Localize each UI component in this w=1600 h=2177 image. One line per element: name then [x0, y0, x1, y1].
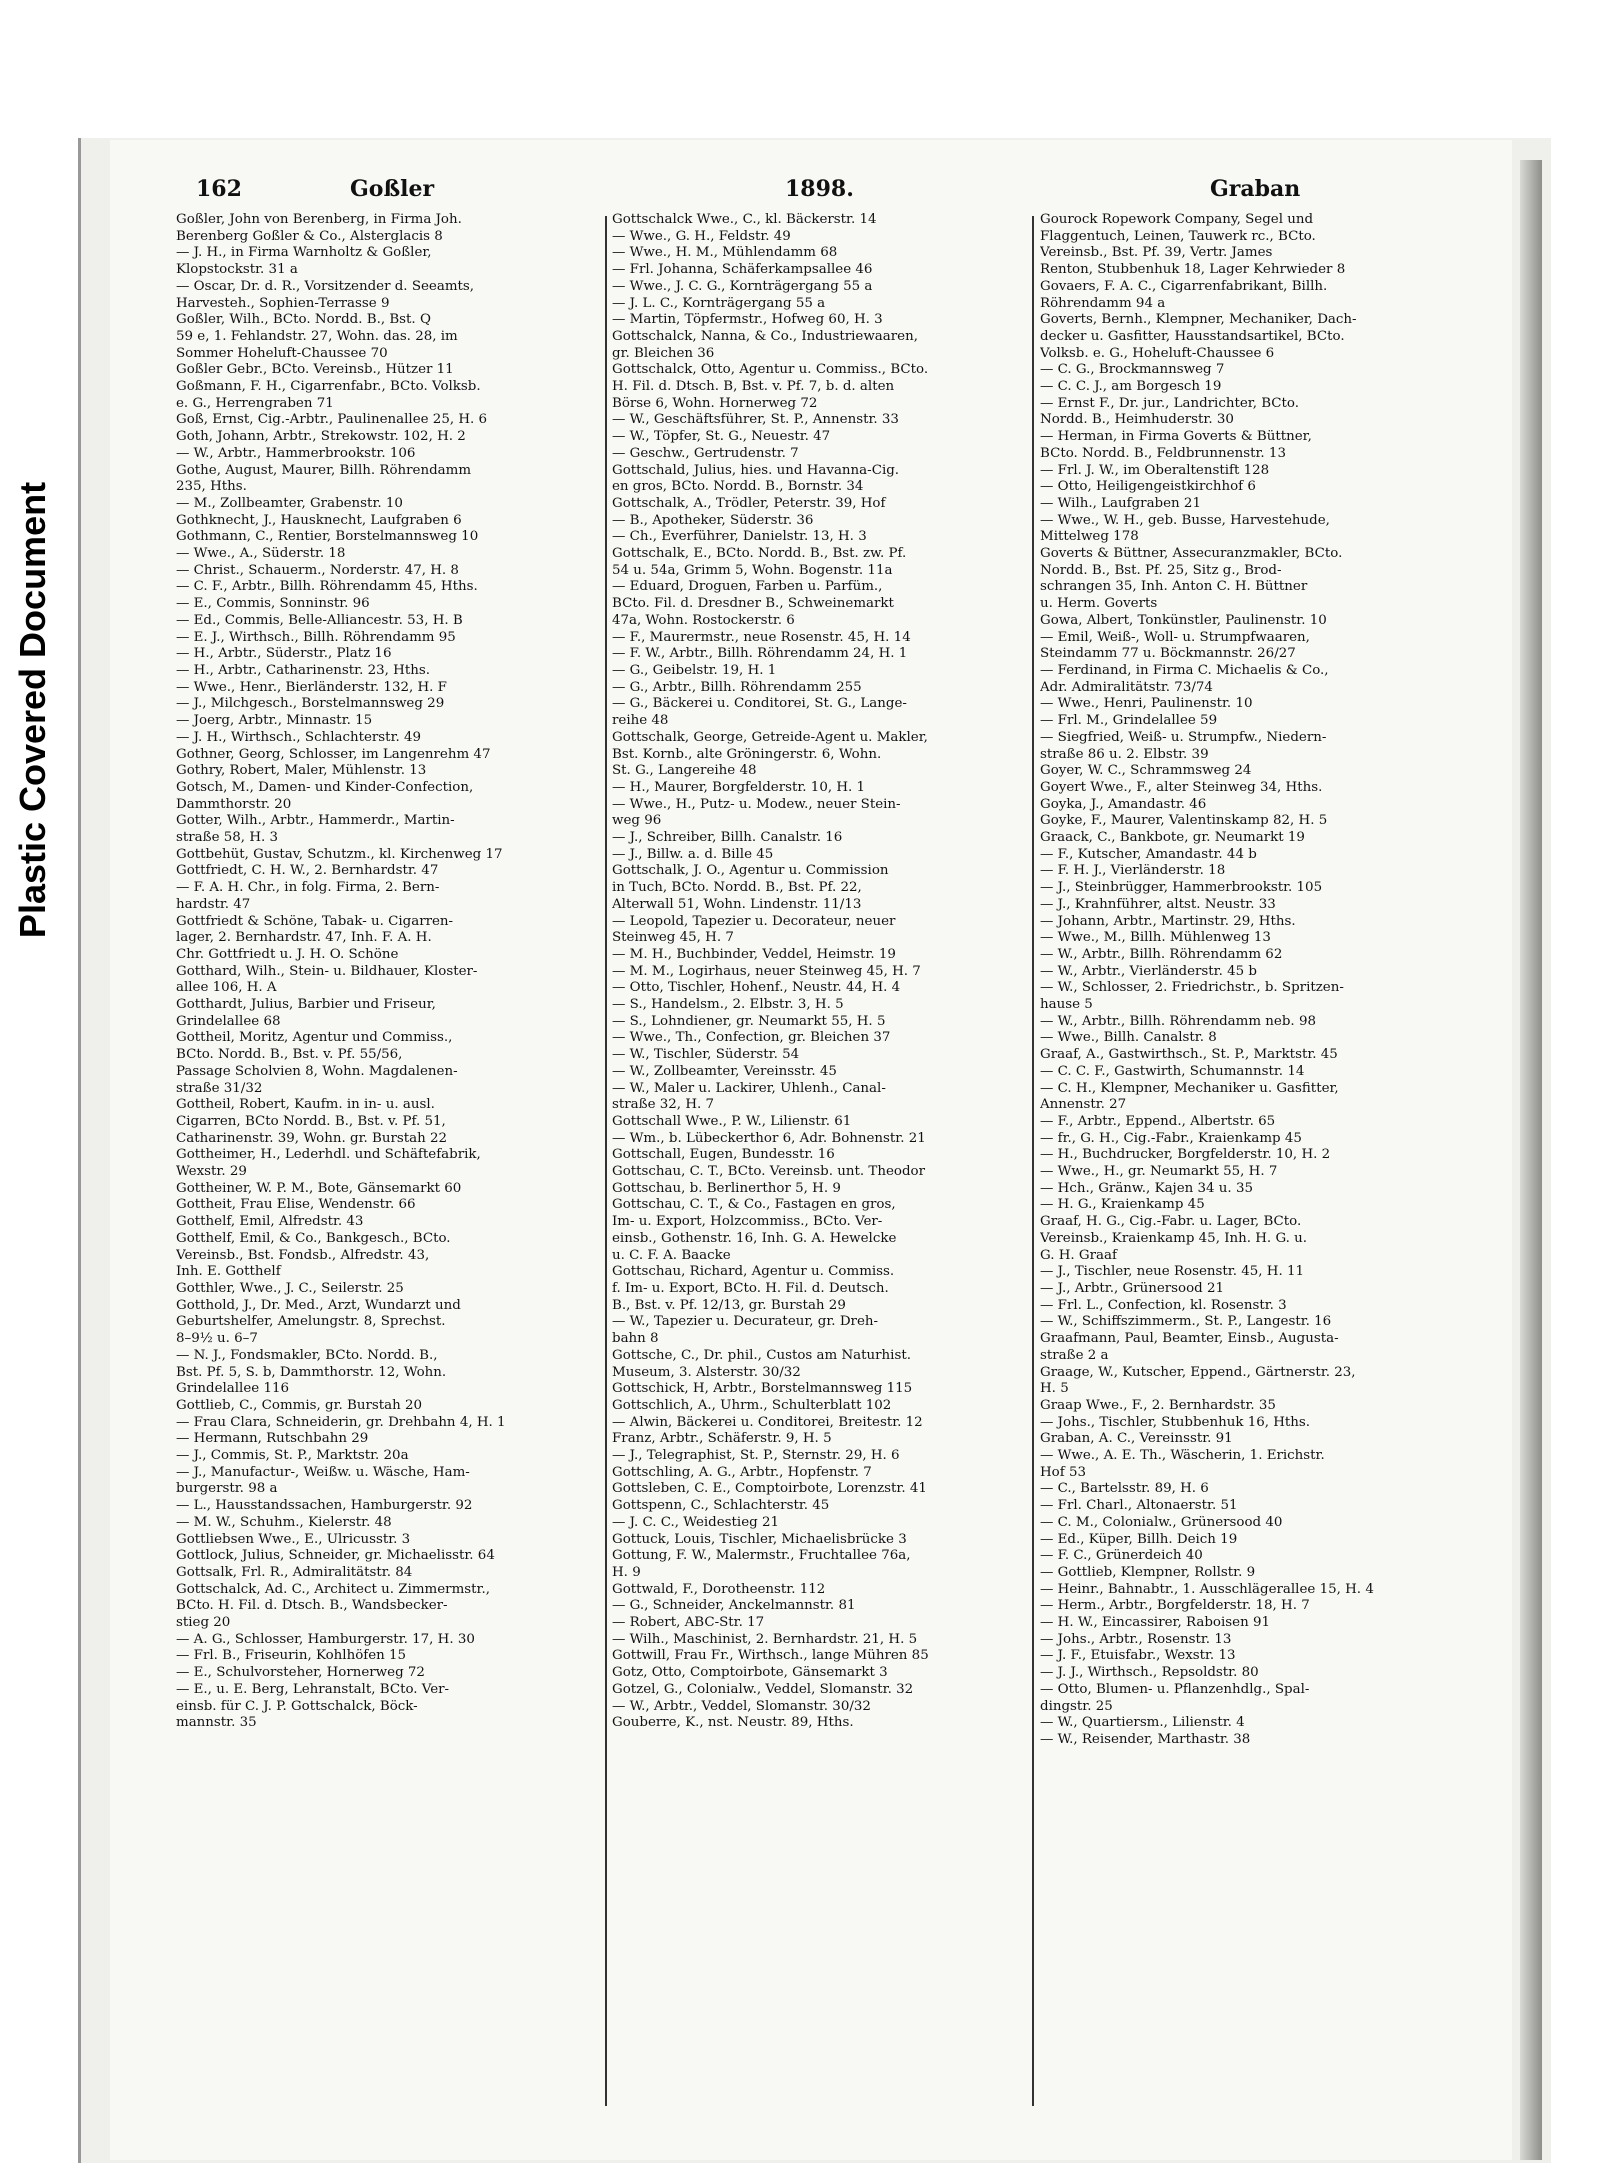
directory-entry-line: Gotz, Otto, Comptoirbote, Gänsemarkt 3: [612, 1665, 888, 1681]
directory-entry-line: schrangen 35, Inh. Anton C. H. Büttner: [1040, 579, 1308, 595]
directory-entry-line: straße 2 a: [1040, 1347, 1109, 1363]
directory-entry-line: — Joerg, Arbtr., Minnastr. 15: [176, 713, 373, 729]
directory-entry-line: Goyert Wwe., F., alter Steinweg 34, Hths.: [1040, 779, 1323, 795]
directory-entry-line: Graaf, A., Gastwirthsch., St. P., Marktstr. 45: [1040, 1047, 1338, 1063]
directory-entry-line: Gothknecht, J., Hausknecht, Laufgraben 6: [176, 512, 462, 528]
directory-entry-line: lager, 2. Bernhardstr. 47, Inh. F. A. H.: [176, 930, 432, 946]
directory-entry-line: Gottschau, C. T., BCto. Vereinsb. unt. Theodor: [612, 1164, 925, 1180]
directory-entry-line: dingstr. 25: [1040, 1698, 1113, 1714]
directory-entry-line: — Ed., Küper, Billh. Deich 19: [1040, 1531, 1238, 1547]
directory-entry-line: Bst. Pf. 5, S. b, Dammthorstr. 12, Wohn.: [176, 1364, 447, 1380]
directory-entry-line: — S., Handelsm., 2. Elbstr. 3, H. 5: [612, 997, 844, 1013]
directory-entry-line: Govaers, F. A. C., Cigarrenfabrikant, Billh.: [1040, 278, 1328, 294]
directory-entry-line: Gottsleben, C. E., Comptoirbote, Lorenzstr. 41: [612, 1481, 927, 1497]
directory-entry-line: Klopstockstr. 31 a: [176, 262, 298, 278]
directory-entry-line: Gottfriedt, C. H. W., 2. Bernhardstr. 47: [176, 863, 439, 879]
directory-entry-line: Gotthler, Wwe., J. C., Seilerstr. 25: [176, 1281, 404, 1296]
directory-entry-line: — J. L. C., Kornträgergang 55 a: [612, 295, 826, 311]
directory-entry-line: Gotthard, Wilh., Stein- u. Bildhauer, Kloster-: [176, 963, 478, 979]
directory-entry-line: Gottschald, Julius, hies. und Havanna-Cig.: [612, 462, 900, 478]
directory-entry-line: — Hermann, Rutschbahn 29: [176, 1431, 369, 1447]
directory-entry-line: bahn 8: [612, 1331, 659, 1347]
directory-entry-line: Gottwald, F., Dorotheenstr. 112: [612, 1581, 826, 1597]
directory-entry-line: — Otto, Tischler, Hohenf., Neustr. 44, H. 4: [612, 980, 901, 996]
directory-entry-line: — Wwe., A., Süderstr. 18: [176, 546, 346, 562]
directory-entry-line: — F., Maurermstr., neue Rosenstr. 45, H. 14: [612, 629, 911, 645]
directory-entry-line: Gottheil, Robert, Kaufm. in in- u. ausl.: [176, 1097, 435, 1113]
directory-entry-line: — W., Arbtr., Hammerbrookstr. 106: [176, 445, 416, 461]
directory-entry-line: — Frl. Charl., Altonaerstr. 51: [1040, 1498, 1238, 1514]
directory-entry-line: — Siegfried, Weiß- u. Strumpfw., Niedern-: [1040, 729, 1327, 745]
directory-entry-line: BCto. Nordd. B., Feldbrunnenstr. 13: [1040, 445, 1286, 461]
directory-entry-line: gr. Bleichen 36: [612, 345, 715, 361]
directory-entry-line: 59 e, 1. Fehlandstr. 27, Wohn. das. 28, im: [176, 328, 458, 344]
directory-entry-line: Gothe, August, Maurer, Billh. Röhrendamm: [176, 462, 472, 478]
directory-entry-line: — N. J., Fondsmakler, BCto. Nordd. B.,: [176, 1347, 438, 1363]
directory-entry-line: Goth, Johann, Arbtr., Strekowstr. 102, H. 2: [176, 429, 466, 445]
directory-entry-line: — M. H., Buchbinder, Veddel, Heimstr. 19: [612, 946, 896, 962]
directory-entry-line: — J. F., Etuisfabr., Wexstr. 13: [1040, 1648, 1236, 1664]
directory-entry-line: Gottschall, Eugen, Bundesstr. 16: [612, 1147, 835, 1163]
directory-entry-line: Gotzel, G., Colonialw., Veddel, Slomanstr. 32: [612, 1681, 914, 1697]
directory-entry-line: Gottschall Wwe., P. W., Lilienstr. 61: [612, 1113, 852, 1129]
directory-entry-line: Graage, W., Kutscher, Eppend., Gärtnerstr. 23,: [1040, 1364, 1356, 1380]
directory-entry-line: — W., Arbtr., Veddel, Slomanstr. 30/32: [612, 1698, 871, 1714]
directory-entry-line: — M. M., Logirhaus, neuer Steinweg 45, H. 7: [612, 963, 921, 979]
directory-entry-line: Börse 6, Wohn. Hornerweg 72: [612, 395, 818, 411]
directory-entry-line: Gottfriedt & Schöne, Tabak- u. Cigarren-: [176, 913, 454, 929]
side-label-text: Plastic Covered Document: [12, 481, 53, 939]
directory-entry-line: — W., Schlosser, 2. Friedrichstr., b. Spritzen-: [1040, 980, 1344, 996]
directory-entry-line: — Wwe., H., Putz- u. Modew., neuer Stein-: [612, 796, 901, 812]
directory-entry-line: Gottschalk, A., Trödler, Peterstr. 39, Hof: [612, 495, 886, 511]
directory-entry-line: Gottheiner, W. P. M., Bote, Gänsemarkt 60: [176, 1180, 462, 1196]
directory-entry-line: mannstr. 35: [176, 1715, 257, 1731]
directory-entry-line: — C. F., Arbtr., Billh. Röhrendamm 45, Hths.: [176, 579, 478, 595]
directory-entry-line: — J. H., in Firma Warnholtz & Goßler,: [176, 245, 432, 261]
directory-entry-line: Gowa, Albert, Tonkünstler, Paulinenstr. 10: [1040, 612, 1327, 628]
directory-entry-line: — E., u. E. Berg, Lehranstalt, BCto. Ver-: [176, 1681, 450, 1697]
right-running-head: Graban: [1210, 176, 1301, 202]
directory-entry-line: — Christ., Schauerm., Norderstr. 47, H. 8: [176, 562, 459, 578]
directory-entry-line: — A. G., Schlosser, Hamburgerstr. 17, H. 30: [176, 1631, 475, 1647]
directory-entry-line: Gottsalk, Frl. R., Admiralitätstr. 84: [176, 1564, 413, 1580]
directory-entry-line: Gotsch, M., Damen- und Kinder-Confection,: [176, 779, 474, 795]
directory-entry-line: Goyke, F., Maurer, Valentinskamp 82, H. 5: [1040, 813, 1328, 829]
directory-entry-line: Gottwill, Frau Fr., Wirthsch., lange Mühren 85: [612, 1648, 929, 1664]
directory-entry-line: Goßmann, F. H., Cigarrenfabr., BCto. Volksb.: [176, 379, 481, 395]
directory-entry-line: — W., Schiffszimmerm., St. P., Langestr. 16: [1040, 1314, 1332, 1330]
directory-entry-line: — J., Krahnführer, altst. Neustr. 33: [1040, 896, 1276, 912]
directory-entry-line: — J., Milchgesch., Borstelmannsweg 29: [176, 696, 445, 712]
directory-entry-line: — J. H., Wirthsch., Schlachterstr. 49: [176, 729, 422, 745]
directory-entry-line: — Johs., Arbtr., Rosenstr. 13: [1040, 1631, 1232, 1647]
directory-entry-line: Graap Wwe., F., 2. Bernhardstr. 35: [1040, 1397, 1276, 1413]
directory-entry-line: — G., Arbtr., Billh. Röhrendamm 255: [612, 679, 862, 695]
directory-entry-line: — Frl. L., Confection, kl. Rosenstr. 3: [1040, 1297, 1287, 1313]
directory-entry-line: stieg 20: [176, 1615, 231, 1631]
directory-entry-line: — Frl. B., Friseurin, Kohlhöfen 15: [176, 1648, 407, 1664]
directory-entry-line: — F., Arbtr., Eppend., Albertstr. 65: [1040, 1113, 1276, 1129]
directory-entry-line: reihe 48: [612, 713, 669, 729]
directory-entry-line: 47a, Wohn. Rostockerstr. 6: [612, 612, 795, 628]
directory-entry-line: — J. C. C., Weidestieg 21: [612, 1514, 780, 1530]
directory-entry-line: Franz, Arbtr., Schäferstr. 9, H. 5: [612, 1431, 832, 1447]
directory-entry-line: Gotthold, J., Dr. Med., Arzt, Wundarzt und: [176, 1297, 461, 1313]
directory-entry-line: f. Im- u. Export, BCto. H. Fil. d. Deutsch.: [612, 1281, 889, 1296]
directory-entry-line: — Wwe., A. E. Th., Wäscherin, 1. Erichstr.: [1040, 1448, 1325, 1464]
directory-entry-line: — B., Apotheker, Süderstr. 36: [612, 512, 814, 528]
directory-entry-line: Cigarren, BCto Nordd. B., Bst. v. Pf. 51,: [176, 1113, 446, 1129]
directory-entry-line: in Tuch, BCto. Nordd. B., Bst. Pf. 22,: [612, 880, 862, 896]
directory-entry-line: Goßler Gebr., BCto. Vereinsb., Hützer 11: [176, 362, 454, 378]
directory-entry-line: B., Bst. v. Pf. 12/13, gr. Burstah 29: [612, 1297, 846, 1313]
directory-entry-line: — Geschw., Gertrudenstr. 7: [612, 445, 799, 461]
directory-entry-line: — Wwe., Th., Confection, gr. Bleichen 37: [612, 1030, 891, 1046]
directory-entry-line: — J. J., Wirthsch., Repsoldstr. 80: [1040, 1665, 1259, 1681]
directory-entry-line: Flaggentuch, Leinen, Tauwerk rc., BCto.: [1040, 228, 1316, 244]
directory-entry-line: — Wilh., Maschinist, 2. Bernhardstr. 21, H. 5: [612, 1631, 918, 1647]
directory-entry-line: — Johann, Arbtr., Martinstr. 29, Hths.: [1040, 913, 1296, 929]
directory-entry-line: Nordd. B., Heimhuderstr. 30: [1040, 412, 1234, 428]
directory-entry-line: 8–9½ u. 6–7: [176, 1331, 258, 1347]
directory-entry-line: — G., Bäckerei u. Conditorei, St. G., Lange-: [612, 696, 907, 712]
directory-entry-line: — J., Manufactur-, Weißw. u. Wäsche, Ham-: [176, 1464, 470, 1480]
page-edge-shadow: [1520, 160, 1542, 2160]
directory-entry-line: — Gottlieb, Klempner, Rollstr. 9: [1040, 1564, 1256, 1580]
page-number: 162: [196, 176, 242, 202]
directory-entry-line: Hof 53: [1040, 1464, 1086, 1480]
directory-entry-line: — Alwin, Bäckerei u. Conditorei, Breitestr. 12: [612, 1414, 923, 1430]
directory-entry-line: — Emil, Weiß-, Woll- u. Strumpfwaaren,: [1040, 629, 1310, 645]
directory-entry-line: — J., Commis, St. P., Marktstr. 20a: [176, 1448, 409, 1464]
directory-entry-line: burgerstr. 98 a: [176, 1481, 278, 1497]
directory-entry-line: Mittelweg 178: [1040, 529, 1139, 545]
directory-entry-line: Sommer Hoheluft-Chaussee 70: [176, 345, 388, 361]
directory-entry-line: — H., Arbtr., Catharinenstr. 23, Hths.: [176, 662, 430, 678]
directory-entry-line: — J., Steinbrügger, Hammerbrookstr. 105: [1040, 880, 1323, 896]
directory-entry-line: Gottschau, C. T., & Co., Fastagen en gros,: [612, 1197, 896, 1213]
directory-entry-line: — F. W., Arbtr., Billh. Röhrendamm 24, H. 1: [612, 646, 908, 662]
directory-entry-line: — G., Geibelstr. 19, H. 1: [612, 662, 777, 678]
directory-entry-line: — Robert, ABC-Str. 17: [612, 1615, 765, 1631]
directory-entry-line: Steindamm 77 u. Böckmannstr. 26/27: [1040, 646, 1296, 662]
directory-entry-line: Museum, 3. Alsterstr. 30/32: [612, 1364, 801, 1380]
directory-entry-line: — Wwe., J. C. G., Kornträgergang 55 a: [612, 278, 873, 294]
directory-entry-line: Gottheil, Moritz, Agentur und Commiss.,: [176, 1030, 453, 1046]
side-label: [8, 440, 58, 980]
directory-entry-line: Harvesteh., Sophien-Terrasse 9: [176, 295, 390, 311]
directory-entry-line: — J., Schreiber, Billh. Canalstr. 16: [612, 830, 843, 846]
directory-entry-line: Vereinsb., Bst. Pf. 39, Vertr. James: [1040, 245, 1273, 261]
directory-entry-line: Inh. E. Gotthelf: [176, 1264, 281, 1280]
directory-entry-line: Catharinenstr. 39, Wohn. gr. Burstah 22: [176, 1130, 448, 1146]
directory-entry-line: — W., Tapezier u. Decurateur, gr. Dreh-: [612, 1314, 879, 1330]
directory-entry-line: straße 31/32: [176, 1080, 263, 1096]
directory-entry-line: Gottschick, H, Arbtr., Borstelmannsweg 115: [612, 1381, 913, 1397]
directory-entry-line: — E., Schulvorsteher, Hornerweg 72: [176, 1665, 425, 1681]
directory-entry-line: — Wwe., Henr., Bierländerstr. 132, H. F: [176, 679, 447, 695]
directory-entry-line: Goyka, J., Amandastr. 46: [1040, 796, 1207, 812]
directory-entry-line: u. C. F. A. Baacke: [612, 1247, 731, 1263]
directory-entry-line: Gothner, Georg, Schlosser, im Langenrehm 47: [176, 746, 491, 762]
directory-entry-line: — J., Tischler, neue Rosenstr. 45, H. 11: [1040, 1264, 1304, 1280]
directory-entry-line: Dammthorstr. 20: [176, 796, 292, 812]
directory-entry-line: H. 5: [1040, 1381, 1069, 1397]
directory-entry-line: Gottlock, Julius, Schneider, gr. Michaelisstr. 64: [176, 1548, 495, 1564]
directory-entry-line: Vereinsb., Kraienkamp 45, Inh. H. G. u.: [1040, 1230, 1308, 1246]
directory-entry-line: decker u. Gasfitter, Hausstandsartikel, BCto.: [1040, 328, 1345, 344]
directory-entry-line: Gottung, F. W., Malermstr., Fruchtallee 76a,: [612, 1548, 911, 1564]
directory-entry-line: Goyer, W. C., Schrammsweg 24: [1040, 763, 1252, 779]
directory-entry-line: — Otto, Blumen- u. Pflanzenhdlg., Spal-: [1040, 1681, 1310, 1697]
directory-entry-line: — W., Tischler, Süderstr. 54: [612, 1047, 800, 1063]
directory-entry-line: — Herman, in Firma Goverts & Büttner,: [1040, 429, 1312, 445]
directory-entry-line: — Wm., b. Lübeckerthor 6, Adr. Bohnenstr. 21: [612, 1130, 926, 1146]
directory-entry-line: Gottschling, A. G., Arbtr., Hopfenstr. 7: [612, 1464, 872, 1480]
directory-entry-line: — S., Lohndiener, gr. Neumarkt 55, H. 5: [612, 1013, 886, 1029]
directory-entry-line: — Herm., Arbtr., Borgfelderstr. 18, H. 7: [1040, 1598, 1310, 1614]
directory-entry-line: — E. J., Wirthsch., Billh. Röhrendamm 95: [176, 629, 456, 645]
directory-entry-line: H. 9: [612, 1564, 641, 1580]
directory-entry-line: Graaf, H. G., Cig.-Fabr. u. Lager, BCto.: [1040, 1214, 1302, 1230]
directory-entry-line: Bst. Kornb., alte Gröningerstr. 6, Wohn.: [612, 746, 882, 762]
directory-entry-line: Graafmann, Paul, Beamter, Einsb., Augusta-: [1040, 1331, 1339, 1347]
directory-entry-line: — E., Commis, Sonninstr. 96: [176, 596, 370, 612]
directory-entry-line: — W., Zollbeamter, Vereinsstr. 45: [612, 1063, 837, 1079]
directory-entry-line: Gottschalk, George, Getreide-Agent u. Makler,: [612, 729, 928, 745]
directory-entry-line: Annenstr. 27: [1040, 1097, 1127, 1113]
directory-entry-line: — F., Kutscher, Amandastr. 44 b: [1040, 846, 1257, 862]
directory-entry-line: Geburtshelfer, Amelungstr. 8, Sprechst.: [176, 1314, 446, 1330]
directory-entry-line: — W., Töpfer, St. G., Neuestr. 47: [612, 429, 831, 445]
directory-entry-line: — Wwe., W. H., geb. Busse, Harvestehude,: [1040, 512, 1330, 528]
directory-entry-line: Gottschalck, Ad. C., Architect u. Zimmermstr.,: [176, 1581, 490, 1597]
directory-entry-line: Goßler, John von Berenberg, in Firma Joh.: [176, 212, 462, 227]
directory-entry-line: Adr. Admiralitätstr. 73/74: [1040, 679, 1213, 695]
directory-entry-line: — J., Billw. a. d. Bille 45: [612, 846, 774, 862]
directory-entry-line: — Eduard, Droguen, Farben u. Parfüm.,: [612, 579, 883, 595]
directory-entry-line: BCto. Nordd. B., Bst. v. Pf. 55/56,: [176, 1047, 403, 1063]
directory-page: [110, 140, 1512, 2160]
directory-entry-line: — M. W., Schuhm., Kielerstr. 48: [176, 1514, 392, 1530]
directory-entry-line: — W., Arbtr., Vierländerstr. 45 b: [1040, 963, 1257, 979]
directory-entry-line: — Frl. M., Grindelallee 59: [1040, 713, 1218, 729]
directory-entry-line: Gottschalk, E., BCto. Nordd. B., Bst. zw. Pf.: [612, 546, 907, 562]
directory-entry-line: — Otto, Heiligengeistkirchhof 6: [1040, 479, 1256, 495]
column-middle: [612, 212, 1037, 2142]
directory-entry-line: straße 58, H. 3: [176, 830, 279, 846]
directory-entry-line: — Heinr., Bahnabtr., 1. Ausschlägerallee 15, H. 4: [1040, 1581, 1374, 1597]
directory-entry-line: — Wwe., H., gr. Neumarkt 55, H. 7: [1040, 1164, 1278, 1180]
directory-entry-line: Goß, Ernst, Cig.-Arbtr., Paulinenallee 25, H. 6: [176, 412, 488, 428]
directory-entry-line: Gotthelf, Emil, Alfredstr. 43: [176, 1214, 364, 1230]
directory-entry-line: Gottspenn, C., Schlachterstr. 45: [612, 1498, 830, 1514]
directory-entry-line: Gottlieb, C., Commis, gr. Burstah 20: [176, 1397, 423, 1413]
directory-entry-line: — J., Telegraphist, St. P., Sternstr. 29, H. 6: [612, 1448, 900, 1464]
directory-entry-line: Grindelallee 116: [176, 1381, 289, 1397]
directory-entry-line: Gottbehüt, Gustav, Schutzm., kl. Kirchenweg 17: [176, 846, 503, 862]
directory-entry-line: BCto. Fil. d. Dresdner B., Schweinemarkt: [612, 596, 894, 612]
directory-entry-line: Chr. Gottfriedt u. J. H. O. Schöne: [176, 946, 399, 962]
directory-entry-line: — G., Schneider, Anckelmannstr. 81: [612, 1598, 856, 1614]
directory-entry-line: Gottschalk, J. O., Agentur u. Commission: [612, 863, 889, 879]
directory-entry-line: einsb., Gothenstr. 16, Inh. G. A. Hewelcke: [612, 1230, 897, 1246]
directory-entry-line: e. G., Herrengraben 71: [176, 395, 334, 411]
directory-entry-line: Steinweg 45, H. 7: [612, 930, 734, 946]
directory-entry-line: Gouberre, K., nst. Neustr. 89, Hths.: [612, 1715, 854, 1731]
column-rule: [605, 216, 607, 2106]
directory-entry-line: en gros, BCto. Nordd. B., Bornstr. 34: [612, 479, 864, 495]
directory-entry-line: Goverts, Bernh., Klempner, Mechaniker, Dach-: [1040, 312, 1357, 328]
directory-entry-line: Gottuck, Louis, Tischler, Michaelisbrücke 3: [612, 1531, 907, 1547]
directory-entry-line: einsb. für C. J. P. Gottschalck, Böck-: [176, 1698, 418, 1714]
directory-entry-line: Gourock Ropework Company, Segel und: [1040, 212, 1314, 227]
directory-entry-line: — H., Buchdrucker, Borgfelderstr. 10, H. 2: [1040, 1147, 1331, 1163]
directory-entry-line: — Wwe., G. H., Feldstr. 49: [612, 228, 791, 244]
directory-entry-line: — W., Arbtr., Billh. Röhrendamm neb. 98: [1040, 1013, 1316, 1029]
directory-entry-line: — H. G., Kraienkamp 45: [1040, 1197, 1205, 1213]
directory-entry-line: — Wwe., H. M., Mühlendamm 68: [612, 245, 838, 261]
directory-entry-line: — Johs., Tischler, Stubbenhuk 16, Hths.: [1040, 1414, 1311, 1430]
left-running-head: Goßler: [350, 176, 435, 202]
directory-entry-line: — Hch., Gränw., Kajen 34 u. 35: [1040, 1180, 1253, 1196]
directory-entry-line: Gottsche, C., Dr. phil., Custos am Naturhist.: [612, 1347, 911, 1363]
directory-entry-line: Gottschalck, Nanna, & Co., Industriewaaren,: [612, 328, 918, 344]
directory-entry-line: — H., Arbtr., Süderstr., Platz 16: [176, 646, 392, 662]
directory-entry-line: — Frl. J. W., im Oberaltenstift 128: [1040, 462, 1270, 478]
directory-entry-line: — H. W., Eincassirer, Raboisen 91: [1040, 1615, 1270, 1631]
directory-entry-line: — F. H. J., Vierländerstr. 18: [1040, 863, 1226, 879]
directory-entry-line: — Ernst F., Dr. jur., Landrichter, BCto.: [1040, 395, 1300, 411]
directory-entry-line: straße 86 u. 2. Elbstr. 39: [1040, 746, 1209, 762]
directory-entry-line: Gotthelf, Emil, & Co., Bankgesch., BCto.: [176, 1230, 451, 1246]
directory-entry-line: Gottheit, Frau Elise, Wendenstr. 66: [176, 1197, 416, 1213]
directory-entry-line: Gottschlich, A., Uhrm., Schulterblatt 102: [612, 1397, 892, 1413]
directory-entry-line: Im- u. Export, Holzcommiss., BCto. Ver-: [612, 1214, 883, 1230]
directory-entry-line: Gothmann, C., Rentier, Borstelmannsweg 10: [176, 529, 479, 545]
directory-entry-line: Gothry, Robert, Maler, Mühlenstr. 13: [176, 763, 427, 779]
directory-entry-line: — C. G., Brockmannsweg 7: [1040, 362, 1225, 378]
directory-entry-line: 54 u. 54a, Grimm 5, Wohn. Bogenstr. 11a: [612, 562, 893, 578]
directory-entry-line: — Wwe., Henri, Paulinenstr. 10: [1040, 696, 1253, 712]
directory-entry-line: — Wwe., M., Billh. Mühlenweg 13: [1040, 930, 1271, 946]
directory-entry-line: — L., Hausstandssachen, Hamburgerstr. 92: [176, 1498, 473, 1514]
directory-entry-line: — C. C. J., am Borgesch 19: [1040, 379, 1222, 395]
directory-entry-line: — Ch., Everführer, Danielstr. 13, H. 3: [612, 529, 867, 545]
directory-entry-line: BCto. H. Fil. d. Dtsch. B., Wandsbecker-: [176, 1598, 448, 1614]
directory-entry-line: — C. H., Klempner, Mechaniker u. Gasfitter,: [1040, 1080, 1339, 1096]
directory-entry-line: — fr., G. H., Cig.-Fabr., Kraienkamp 45: [1040, 1130, 1302, 1146]
directory-entry-line: Gottschalck, Otto, Agentur u. Commiss., BCto.: [612, 362, 929, 378]
directory-entry-line: Alterwall 51, Wohn. Lindenstr. 11/13: [612, 896, 862, 912]
directory-entry-line: — C., Bartelsstr. 89, H. 6: [1040, 1481, 1209, 1497]
directory-entry-line: Grindelallee 68: [176, 1013, 281, 1029]
directory-entry-line: Vereinsb., Bst. Fondsb., Alfredstr. 43,: [176, 1247, 430, 1263]
directory-entry-line: Nordd. B., Bst. Pf. 25, Sitz g., Brod-: [1040, 562, 1282, 578]
directory-entry-line: H. Fil. d. Dtsch. B, Bst. v. Pf. 7, b. d. alten: [612, 379, 895, 395]
directory-entry-line: — Leopold, Tapezier u. Decorateur, neuer: [612, 913, 896, 929]
directory-entry-line: — W., Geschäftsführer, St. P., Annenstr. 33: [612, 412, 899, 428]
directory-entry-line: 235, Hths.: [176, 479, 247, 495]
directory-entry-line: Gottschalck Wwe., C., kl. Bäckerstr. 14: [612, 212, 877, 227]
directory-entry-line: Renton, Stubbenhuk 18, Lager Kehrwieder 8: [1040, 262, 1346, 278]
directory-entry-line: hardstr. 47: [176, 896, 251, 912]
directory-entry-line: u. Herm. Goverts: [1040, 596, 1158, 612]
directory-entry-line: — Frl. Johanna, Schäferkampsallee 46: [612, 262, 873, 278]
directory-entry-line: Gottliebsen Wwe., E., Ulricusstr. 3: [176, 1531, 411, 1547]
directory-entry-line: straße 32, H. 7: [612, 1097, 715, 1113]
directory-entry-line: — M., Zollbeamter, Grabenstr. 10: [176, 495, 403, 511]
directory-entry-line: — H., Maurer, Borgfelderstr. 10, H. 1: [612, 779, 866, 795]
directory-entry-line: — F. C., Grünerdeich 40: [1040, 1548, 1203, 1564]
directory-entry-line: weg 96: [612, 813, 662, 829]
directory-entry-line: — Ed., Commis, Belle-Alliancestr. 53, H. B: [176, 612, 463, 628]
directory-entry-line: Röhrendamm 94 a: [1040, 295, 1166, 311]
directory-entry-line: Berenberg Goßler & Co., Alsterglacis 8: [176, 228, 443, 244]
directory-entry-line: — Frau Clara, Schneiderin, gr. Drehbahn 4, H. 1: [176, 1414, 506, 1430]
directory-entry-line: — Wwe., Billh. Canalstr. 8: [1040, 1030, 1217, 1046]
directory-entry-line: Gottschau, b. Berlinerthor 5, H. 9: [612, 1180, 841, 1196]
directory-entry-line: — W., Maler u. Lackirer, Uhlenh., Canal-: [612, 1080, 886, 1096]
directory-entry-line: hause 5: [1040, 997, 1093, 1013]
directory-entry-line: — Martin, Töpfermstr., Hofweg 60, H. 3: [612, 312, 883, 328]
directory-entry-line: Gottschau, Richard, Agentur u. Commiss.: [612, 1264, 895, 1280]
directory-entry-line: — Ferdinand, in Firma C. Michaelis & Co.,: [1040, 662, 1329, 678]
directory-entry-line: — C. M., Colonialw., Grünersood 40: [1040, 1514, 1283, 1530]
directory-entry-line: — W., Reisender, Marthastr. 38: [1040, 1731, 1251, 1747]
directory-entry-line: — F. A. H. Chr., in folg. Firma, 2. Bern-: [176, 880, 440, 896]
directory-entry-line: Wexstr. 29: [176, 1164, 247, 1180]
directory-entry-line: G. H. Graaf: [1040, 1247, 1117, 1263]
directory-entry-line: Goverts & Büttner, Assecuranzmakler, BCto.: [1040, 546, 1343, 562]
directory-entry-line: — C. C. F., Gastwirth, Schumannstr. 14: [1040, 1063, 1305, 1079]
directory-entry-line: Gotthardt, Julius, Barbier und Friseur,: [176, 997, 436, 1013]
directory-entry-line: — W., Arbtr., Billh. Röhrendamm 62: [1040, 946, 1283, 962]
column-left: [176, 212, 601, 2142]
directory-entry-line: Graack, C., Bankbote, gr. Neumarkt 19: [1040, 830, 1305, 846]
directory-entry-line: — W., Quartiersm., Lilienstr. 4: [1040, 1715, 1245, 1731]
page-year: 1898.: [785, 176, 854, 202]
directory-entry-line: Passage Scholvien 8, Wohn. Magdalenen-: [176, 1063, 458, 1079]
column-right: [1040, 212, 1480, 2142]
directory-entry-line: Volksb. e. G., Hoheluft-Chaussee 6: [1040, 345, 1275, 361]
directory-entry-line: Goßler, Wilh., BCto. Nordd. B., Bst. Q: [176, 312, 431, 328]
directory-entry-line: Graban, A. C., Vereinsstr. 91: [1040, 1431, 1233, 1447]
directory-entry-line: — J., Arbtr., Grünersood 21: [1040, 1281, 1225, 1296]
directory-entry-line: St. G., Langereihe 48: [612, 763, 757, 779]
directory-entry-line: — Oscar, Dr. d. R., Vorsitzender d. Seeamts,: [176, 278, 475, 294]
directory-entry-line: Gotter, Wilh., Arbtr., Hammerdr., Martin-: [176, 813, 455, 829]
directory-entry-line: allee 106, H. A: [176, 980, 277, 996]
directory-entry-line: Gottheimer, H., Lederhdl. und Schäftefabrik,: [176, 1147, 481, 1163]
directory-entry-line: — Wilh., Laufgraben 21: [1040, 495, 1201, 511]
